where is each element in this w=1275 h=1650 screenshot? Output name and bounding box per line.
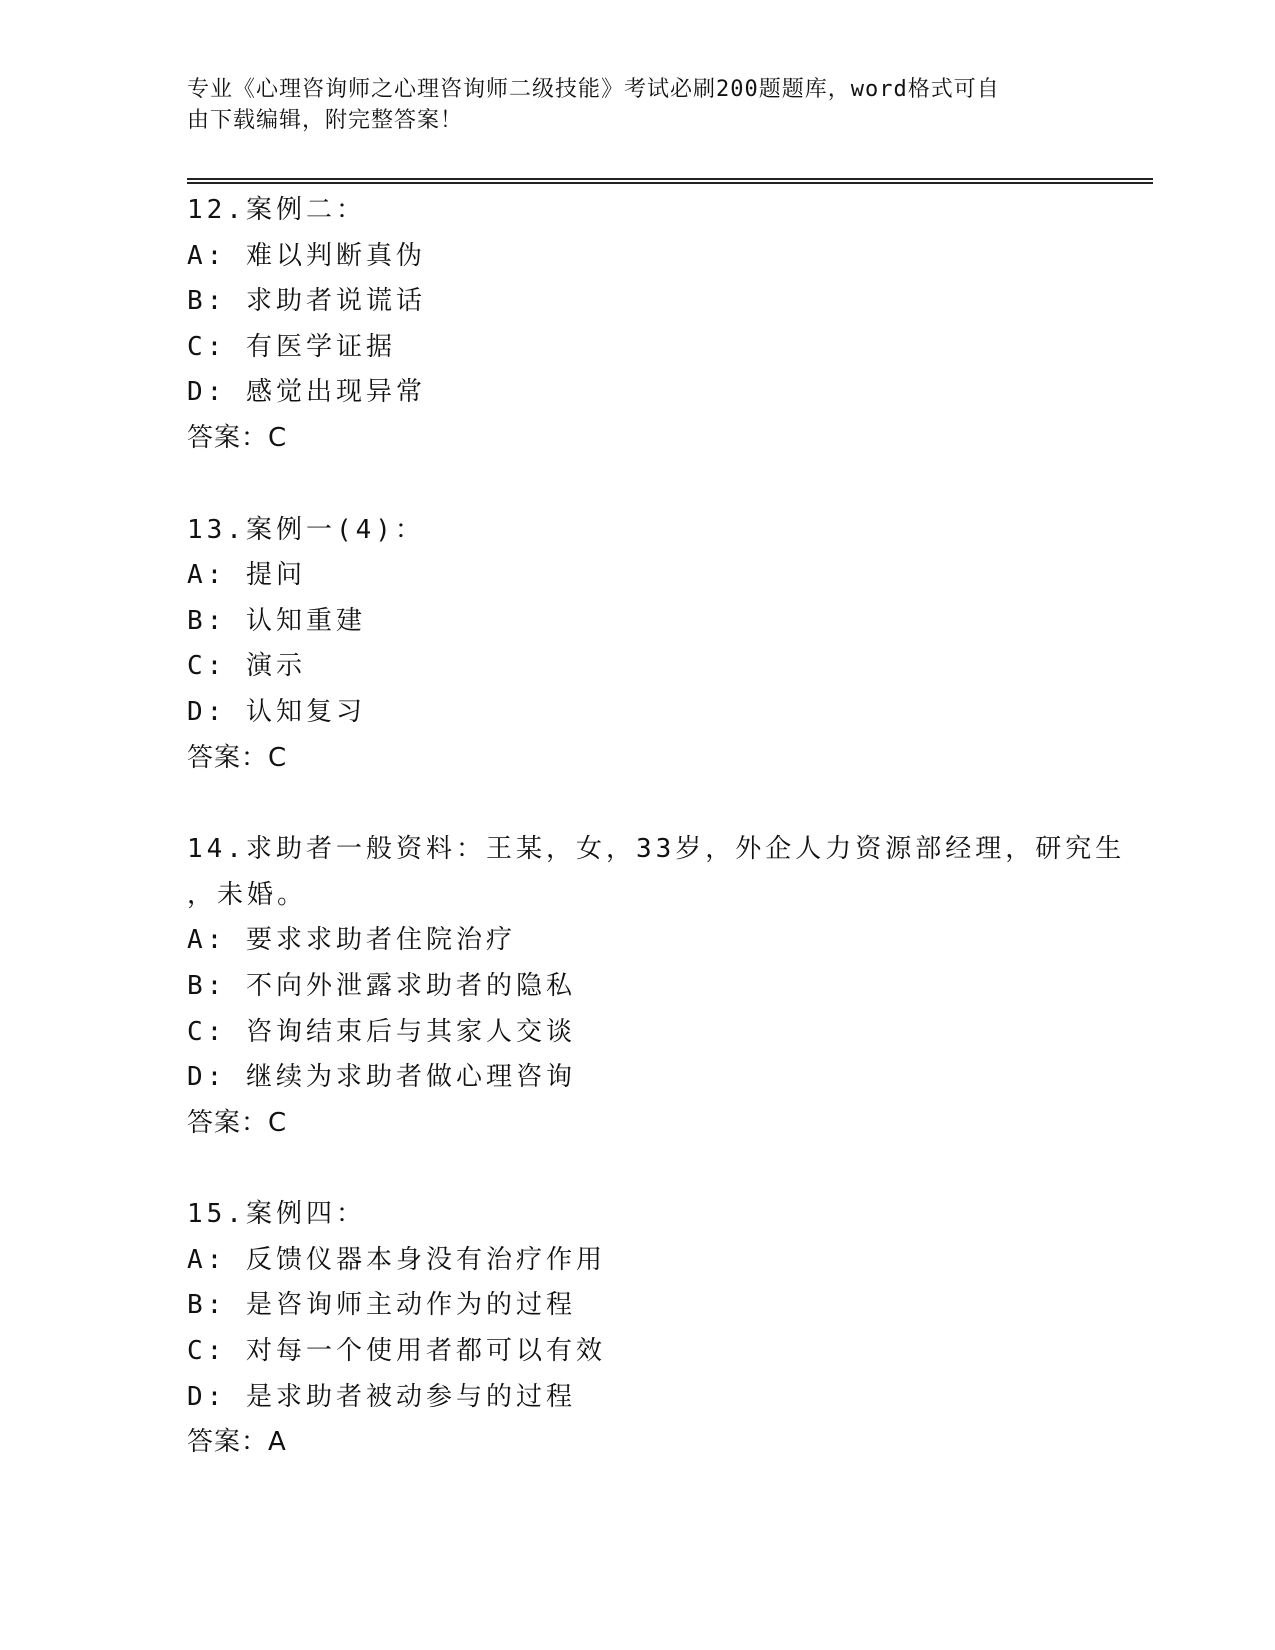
question-spacer — [187, 1146, 1087, 1192]
question-stem: 12.案例二： — [187, 195, 366, 225]
answer-line: 答案：C — [187, 1107, 288, 1138]
option-a: A: 反馈仪器本身没有治疗作用 — [187, 1244, 606, 1275]
option-d: D: 感觉出现异常 — [187, 377, 426, 408]
option-b: B: 认知重建 — [187, 605, 366, 636]
question-14 — [187, 827, 1126, 1146]
answer-line: 答案：C — [187, 422, 288, 453]
answer-line: 答案：A — [187, 1427, 287, 1458]
option-b: B: 是咨询师主动作为的过程 — [187, 1290, 576, 1321]
question-stem: 14.求助者一般资料：王某，女，33岁，外企人力资源部经理，研究生 — [187, 834, 1126, 865]
option-c: C: 演示 — [187, 651, 306, 682]
question-15 — [187, 1192, 1087, 1466]
question-13 — [187, 508, 1087, 782]
question-12 — [187, 188, 1087, 462]
option-c: C: 有医学证据 — [187, 331, 396, 362]
header-line-1: 专业《心理咨询师之心理咨询师二级技能》考试必刷200题题库，word格式可自 — [187, 77, 1000, 102]
header-divider-bottom — [187, 182, 1153, 184]
option-b: B: 求助者说谎话 — [187, 286, 426, 317]
option-c: C: 咨询结束后与其家人交谈 — [187, 1016, 576, 1047]
option-b: B: 不向外泄露求助者的隐私 — [187, 970, 576, 1001]
option-d: D: 认知复习 — [187, 696, 366, 727]
option-c: C: 对每一个使用者都可以有效 — [187, 1336, 606, 1367]
document-header — [187, 74, 1067, 136]
option-a: A: 提问 — [187, 560, 306, 591]
option-d: D: 继续为求助者做心理咨询 — [187, 1062, 576, 1093]
header-divider-top — [187, 178, 1153, 180]
option-a: A: 难以判断真伪 — [187, 240, 426, 271]
option-d: D: 是求助者被动参与的过程 — [187, 1381, 576, 1412]
answer-line: 答案：C — [187, 742, 288, 773]
question-stem-continuation: ，未婚。 — [187, 879, 308, 910]
question-spacer — [187, 462, 1087, 508]
option-a: A: 要求求助者住院治疗 — [187, 925, 516, 956]
question-list — [187, 188, 1126, 1466]
header-line-2: 由下载编辑，附完整答案！ — [187, 108, 464, 133]
question-spacer — [187, 781, 1087, 827]
question-stem: 13.案例一(4)： — [187, 514, 425, 545]
question-stem: 15.案例四： — [187, 1199, 366, 1230]
